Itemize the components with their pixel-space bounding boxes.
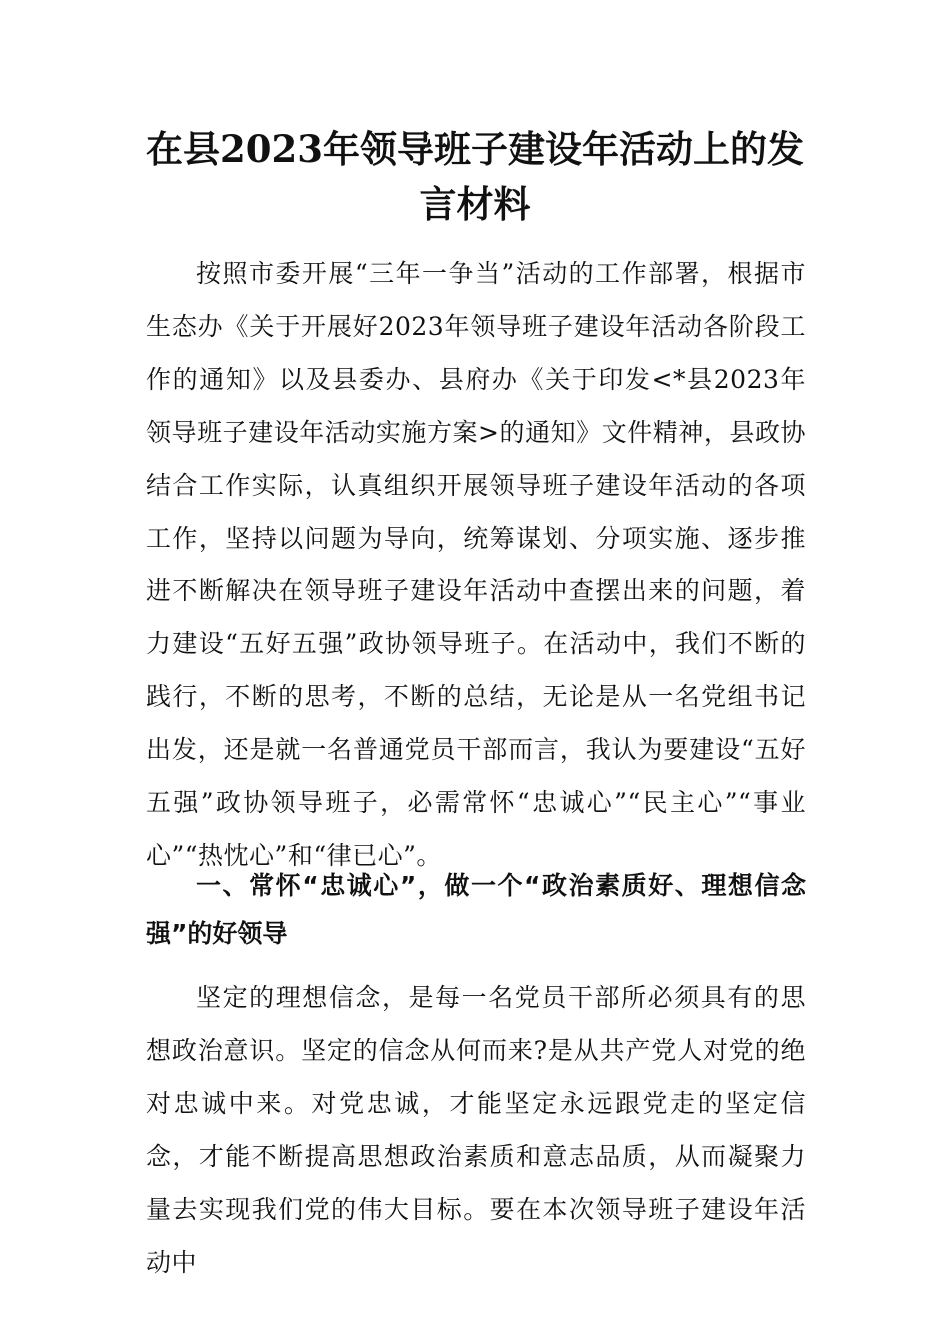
section-1-paragraph: 坚定的理想信念，是每一名党员干部所必须具有的思想政治意识。坚定的信念从何而来?是从共产党人对党的绝对忠诚中来。对党忠诚，才能坚定永远跟党走的坚定信念，才能不断提高思想政治素质和意志品质，从而凝聚力量去实现我们党的伟大目标。要在本次领导班子建设年活动中 — [146, 983, 806, 1277]
intro-paragraph: 按照市委开展“三年一争当”活动的工作部署，根据市生态办《关于开展好2023年领导班子建设年活动各阶段工作的通知》以及县委办、县府办《关于印发<*县2023年领导班子建设年活动实施方案>的通知》文件精神，县政协结合工作实际，认真组织开展领导班子建设年活动的各项工作，坚持以问题为导向，统筹谋划、分项实施、逐步推进不断解决在领导班子建设年活动中查摆出来的问题，着力建设“五好五强”政协领导班子。在活动中，我们不断的践行，不断的思考，不断的总结，无论是从一名党组书记出发，还是就一名普通党员干部而言，我认为要建设“五好五强”政协领导班子，必需常怀“忠诚心”“民主心”“事业心”“热忱心”和“律已心”。 — [146, 259, 806, 870]
document-title: 在县2023年领导班子建设年活动上的发言材料 — [146, 127, 804, 226]
section-heading-1: 一、常怀“忠诚心”，做一个“政治素质好、理想信念强”的好领导 — [146, 871, 806, 948]
